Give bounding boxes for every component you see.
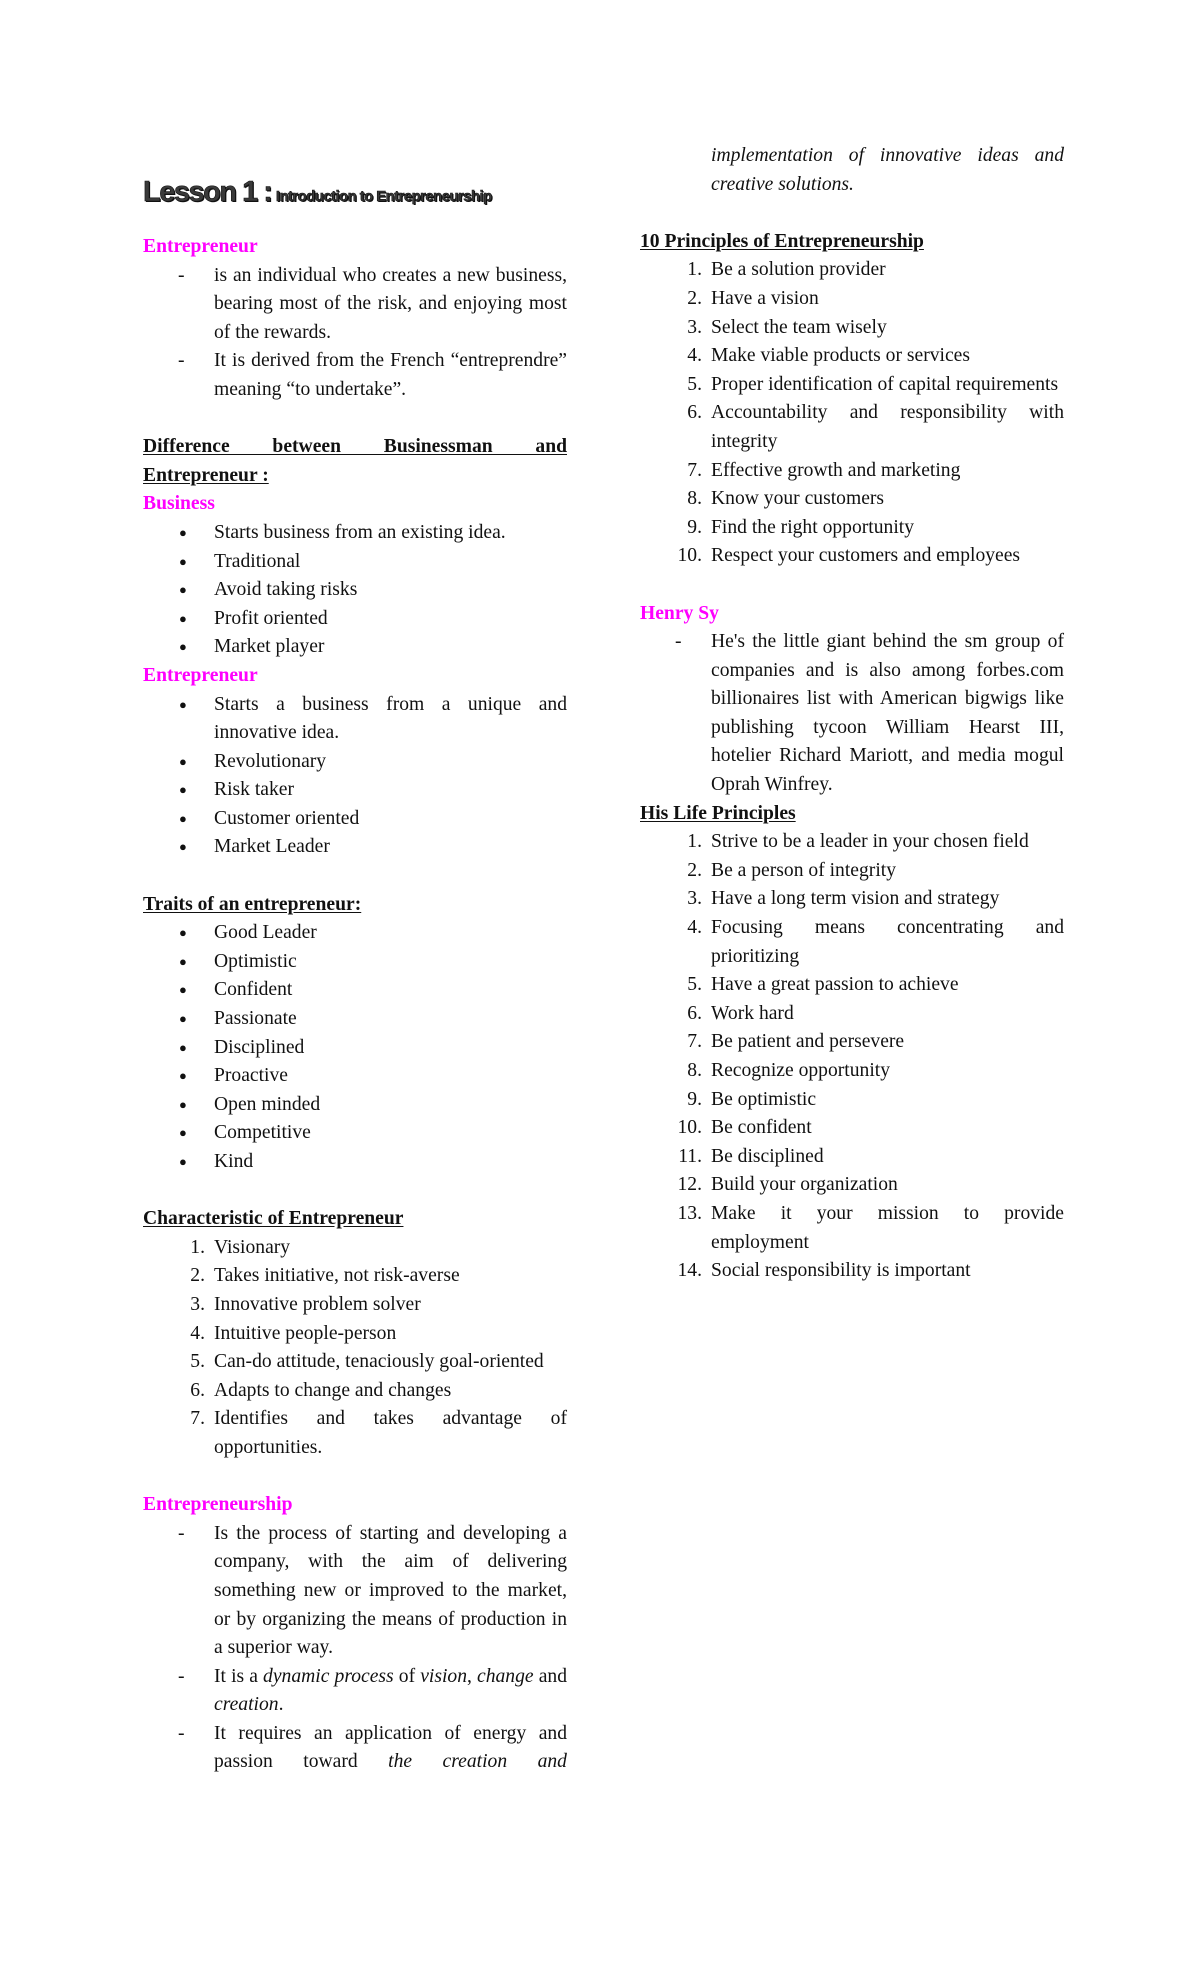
list-item: 6. Work hard — [687, 1002, 794, 1024]
list-item: 1. Visionary — [190, 1236, 291, 1258]
list-item: - He's the little giant behind the sm group of companies and is also among forbes.com billionaires list with American bigwigs like publishing tycoon William Hearst III, hotelier Richard Mariott, and media mogul Oprah Winfrey. — [640, 628, 1064, 800]
list-item: 14. Social responsibility is important — [677, 1260, 971, 1282]
bullet-icon: ● — [179, 553, 187, 569]
business-heading: Business — [143, 493, 215, 515]
business-list — [143, 519, 567, 662]
list-item: 4. Make viable products or services — [687, 345, 970, 367]
list-item: 5. Can-do attitude, tenaciously goal-oriented — [190, 1351, 544, 1373]
list-item: 2. Be a person of integrity — [687, 859, 897, 881]
list-item: 2. Have a vision — [687, 287, 819, 309]
right-column — [640, 142, 1064, 1286]
list-item: 8. Know your customers — [687, 488, 885, 510]
list-item: ● Traditional — [143, 548, 567, 577]
bullet-icon: ● — [179, 1039, 187, 1055]
bullet-icon: ● — [179, 839, 187, 855]
list-item: 11. Be disciplined — [678, 1145, 824, 1167]
list-item: 13. Make it your mission to provide employment — [677, 1202, 1064, 1253]
bullet-icon: ● — [179, 582, 187, 598]
bullet-icon: ● — [179, 1011, 187, 1027]
entrepreneur-definition-list — [143, 262, 567, 405]
bullet-icon: ● — [179, 782, 187, 798]
list-item: ● Open minded — [143, 1091, 567, 1120]
dash-marker: - — [178, 350, 185, 372]
dash-marker: - — [178, 264, 185, 286]
list-item: 5. Proper identification of capital requirements — [687, 373, 1059, 395]
list-item: ● Market player — [143, 633, 567, 662]
list-item: 7. Effective growth and marketing — [687, 459, 961, 481]
list-item: - It is a dynamic process of vision, change and creation. — [143, 1663, 567, 1720]
bullet-icon: ● — [179, 1096, 187, 1112]
list-item: ● Starts business from an existing idea. — [143, 519, 567, 548]
bullet-icon: ● — [179, 953, 187, 969]
entrepreneurship-continuation: implementation of innovative ideas and creative solutions. — [711, 145, 1064, 195]
bullet-icon: ● — [179, 1125, 187, 1141]
list-item: 9. Be optimistic — [687, 1088, 817, 1110]
henry-sy-heading: Henry Sy — [640, 602, 719, 624]
entrepreneur-subheading: Entrepreneur — [143, 664, 258, 686]
list-item: 4. Focusing means concentrating and prioritizing — [687, 917, 1064, 967]
list-item: 12. Build your organization — [677, 1174, 898, 1196]
page-title — [143, 178, 492, 207]
list-item: ● Starts a business from a unique and innovative idea. — [143, 691, 567, 748]
list-item: 3. Have a long term vision and strategy — [687, 888, 1000, 910]
list-item: 6. Accountability and responsibility with integrity — [687, 402, 1064, 452]
characteristics-list — [143, 1234, 567, 1463]
lesson-number: Lesson 1 : — [143, 176, 272, 208]
traits-heading: Traits of an entrepreneur: — [143, 893, 362, 915]
bullet-icon: ● — [179, 1068, 187, 1084]
traits-list — [143, 919, 567, 1176]
dash-marker: - — [178, 1722, 185, 1744]
principles-list — [640, 256, 1064, 571]
list-item: 5. Have a great passion to achieve — [687, 974, 959, 996]
list-item: 9. Find the right opportunity — [687, 516, 915, 538]
bullet-icon: ● — [179, 982, 187, 998]
list-item: ● Passionate — [143, 1005, 567, 1034]
principles-heading: 10 Principles of Entrepreneurship — [640, 230, 924, 252]
life-principles-list — [640, 828, 1064, 1286]
list-item: 7. Identifies and takes advantage of opportunities. — [190, 1408, 567, 1458]
life-principles-heading: His Life Principles — [640, 802, 796, 824]
bullet-icon: ● — [179, 696, 187, 712]
bullet-icon: ● — [179, 610, 187, 626]
bullet-icon: ● — [179, 810, 187, 826]
list-item: ● Good Leader — [143, 919, 567, 948]
list-item: ● Competitive — [143, 1119, 567, 1148]
list-item: ● Confident — [143, 976, 567, 1005]
list-item: ● Risk taker — [143, 776, 567, 805]
list-item: 1. Be a solution provider — [687, 259, 886, 281]
list-item: ● Market Leader — [143, 833, 567, 862]
lesson-subtitle: Introduction to Entrepreneurship — [275, 188, 492, 205]
list-item: 1. Strive to be a leader in your chosen field — [687, 831, 1029, 853]
list-item: - It is derived from the French “entreprendre” meaning “to undertake”. — [143, 347, 567, 404]
entrepreneurship-heading: Entrepreneurship — [143, 1494, 293, 1516]
list-item: 10. Respect your customers and employees — [677, 545, 1021, 567]
list-item: ● Kind — [143, 1148, 567, 1177]
list-item: - Is the process of starting and developing a company, with the aim of delivering something new or improved to the market, or by organizing the means of production in a superior way. — [143, 1520, 567, 1663]
list-item: ● Proactive — [143, 1062, 567, 1091]
list-item: 8. Recognize opportunity — [687, 1060, 891, 1081]
dash-marker: - — [675, 631, 682, 653]
bullet-icon: ● — [179, 753, 187, 769]
bullet-icon: ● — [179, 1154, 187, 1169]
list-item: 6. Adapts to change and changes — [190, 1379, 452, 1401]
list-item: 3. Select the team wisely — [687, 316, 887, 338]
list-item: ● Avoid taking risks — [143, 576, 567, 605]
list-item: ● Profit oriented — [143, 605, 567, 634]
dash-marker: - — [178, 1665, 185, 1687]
left-column — [143, 233, 567, 1777]
bullet-icon: ● — [179, 639, 187, 655]
bullet-icon: ● — [179, 524, 187, 540]
list-item: ● Customer oriented — [143, 805, 567, 834]
entrepreneurship-list — [143, 1520, 567, 1777]
bullet-icon: ● — [179, 925, 187, 941]
list-item: 3. Innovative problem solver — [190, 1293, 421, 1315]
list-item: 10. Be confident — [677, 1117, 812, 1139]
list-item: 4. Intuitive people-person — [190, 1322, 397, 1344]
list-item: 7. Be patient and persevere — [687, 1031, 905, 1053]
entrepreneur-heading: Entrepreneur — [143, 236, 258, 257]
list-item: - is an individual who creates a new business, bearing most of the risk, and enjoying most of the rewards. — [143, 262, 567, 348]
list-item: ● Disciplined — [143, 1034, 567, 1063]
characteristics-heading: Characteristic of Entrepreneur — [143, 1208, 404, 1230]
list-item: ● Optimistic — [143, 948, 567, 977]
list-item: 2. Takes initiative, not risk-averse — [190, 1265, 460, 1287]
list-item: ● Revolutionary — [143, 748, 567, 777]
dash-marker: - — [178, 1522, 185, 1544]
list-item: - It requires an application of energy and passion toward the creation and — [143, 1720, 567, 1777]
difference-heading: Difference between Businessman and — [143, 436, 567, 458]
henry-sy-list — [640, 628, 1064, 800]
difference-heading-line2: Entrepreneur : — [143, 464, 269, 486]
entrepreneur-list — [143, 691, 567, 863]
